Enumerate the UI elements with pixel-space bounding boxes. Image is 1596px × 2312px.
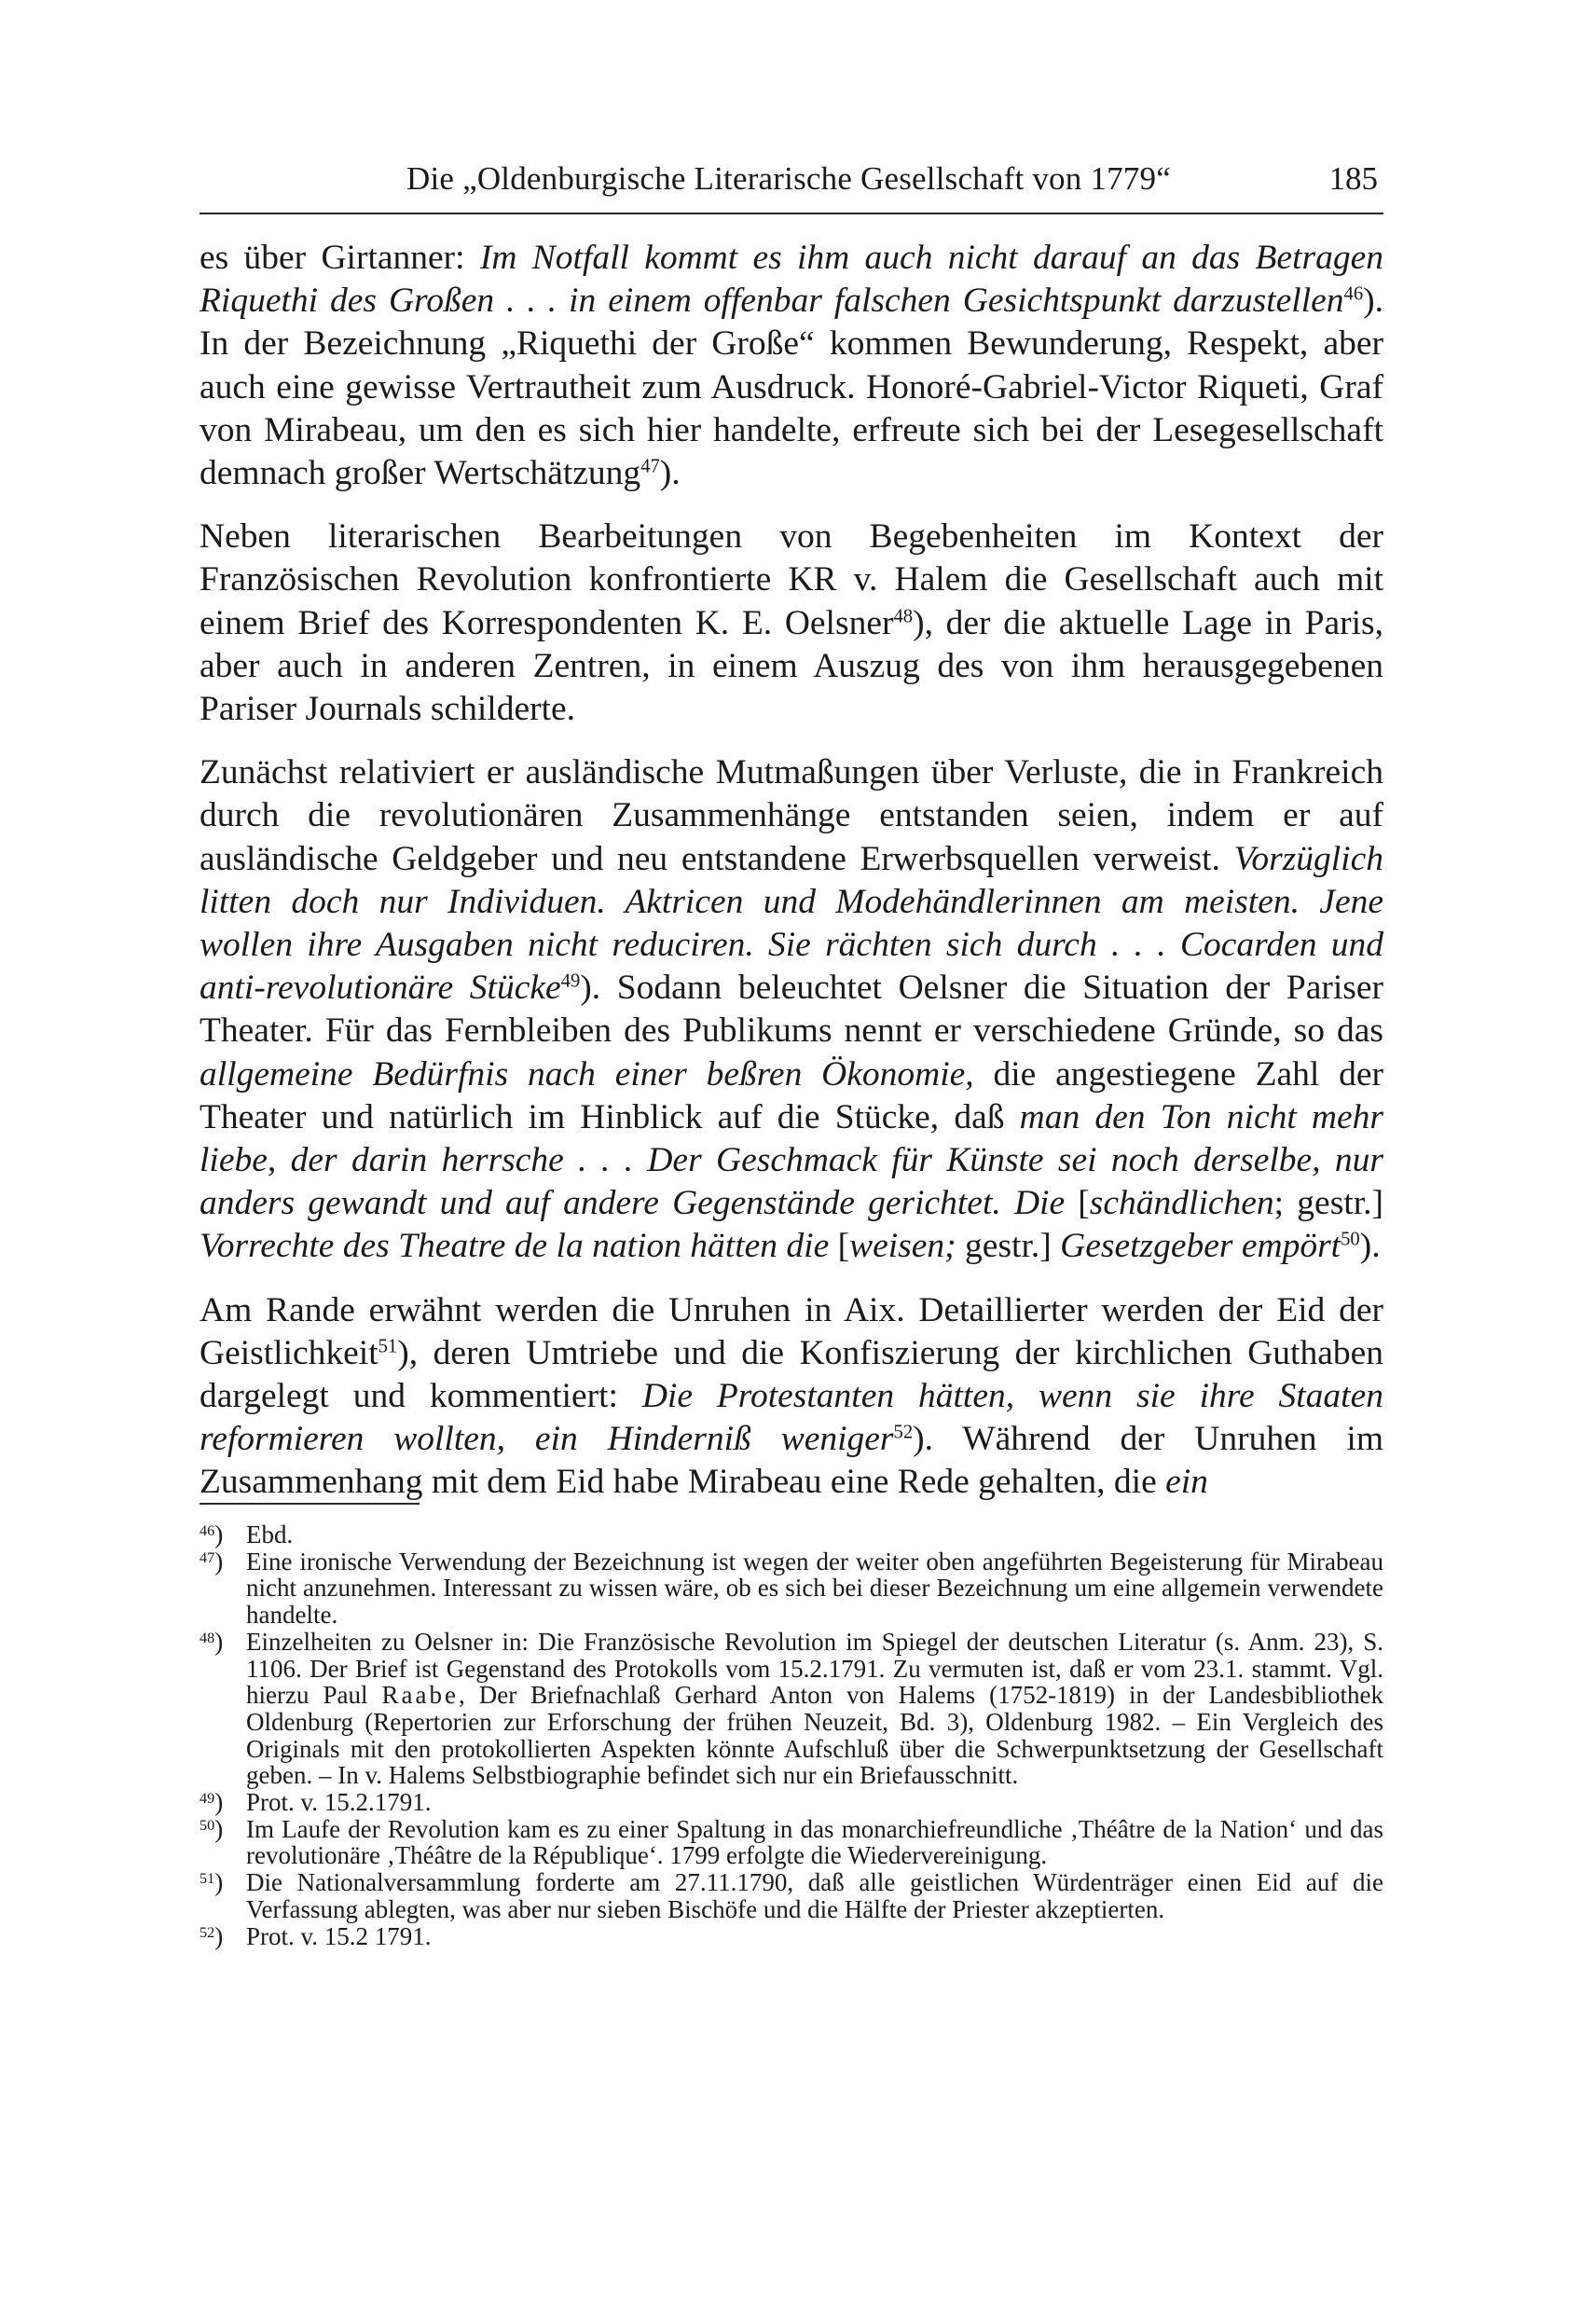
text-run: ), der die aktuelle Lage in Paris, aber auch in anderen Zentren, in einem Auszug des von ihm herausgegebenen Pariser Journals schilderte. xyxy=(200,603,1383,729)
footnote-text: Einzelheiten zu Oelsner in: Die Französische Revolution im Spiegel der deutschen Literatur (s. Anm. 23), S. 1106. Der Brief ist Gegenstand des Protokolls vom 15.2.1791. Zu vermuten ist, daß er vom 23.1. stammt. Vgl. hierzu Paul Raabe, Der Briefnachlaß Gerhard Anton von Halems (1752-1819) in der Landesbibliothek Oldenburg (Repertorien zur Erforschung der frühen Neuzeit, Bd. 3), Oldenburg 1982. – Ein Vergleich des Originals mit den protokollierten Aspekten könnte Aufschluß über die Schwerpunktsetzung der Gesellschaft geben. – In v. Halems Selbstbiographie befindet sich nur ein Briefausschnitt. xyxy=(246,1627,1384,1790)
footnote-marker: $^{51}$) xyxy=(200,1868,224,1897)
quote-run: ein xyxy=(1165,1463,1208,1502)
footnote-marker: $^{50}$) xyxy=(200,1814,224,1843)
footnote-52 xyxy=(200,1923,1383,1950)
footnote-marker: $^{49}$) xyxy=(200,1788,224,1817)
body-text xyxy=(200,237,1383,1525)
text-run: ). Sodann beleuchtet Oelsner die Situation der Pariser Theater. Für das Fernbleiben des Publikums nennt er verschiedene Gründe, so das xyxy=(200,969,1383,1051)
text-run: ), deren Umtriebe und die Konfiszierung der kirchlichen Guthaben dargelegt und kommentiert: xyxy=(200,1333,1383,1416)
footnotes xyxy=(200,1521,1383,1949)
footnote-marker: $^{48}$) xyxy=(200,1627,224,1656)
text-run: ). xyxy=(659,454,681,493)
text-run: ). Während der Unruhen im Zusammenhang mit dem Eid habe Mirabeau eine Rede gehalten, die xyxy=(200,1420,1383,1502)
footnote-ref-46[interactable]: 46 xyxy=(1343,283,1364,305)
footnote-ref-49[interactable]: 49 xyxy=(560,970,581,992)
quote-run: Vorzüglich litten doch nur Individuen. Aktricen und Modehändlerinnen am meisten. Jene wollen ihre Ausgaben nicht reduciren. Sie rächten sich durch . . . Cocarden und anti-revolutionäre Stücke xyxy=(200,839,1383,1008)
quote-run: allgemeine Bedürfnis nach einer beßren Ökonomie, xyxy=(200,1054,974,1094)
text-run: [ xyxy=(829,1227,850,1266)
footnote-50 xyxy=(200,1816,1383,1869)
text-run: ). xyxy=(1359,1227,1381,1266)
footnote-text: Eine ironische Verwendung der Bezeichnung ist wegen der weiter oben angeführten Begeisterung für Mirabeau nicht anzunehmen. Interessant zu wissen wäre, ob es sich bei dieser Bezeichnung um eine allgemein verwendete handelte. xyxy=(246,1547,1383,1630)
footnote-marker: $^{46}$) xyxy=(200,1521,224,1548)
paragraph-3 xyxy=(200,751,1383,1268)
quote-run: man den Ton nicht mehr liebe, der darin herrsche . . . Der Geschmack für Künste sei noch derselbe, nur anders gewandt und auf andere Gegenstände gerichtet. Die xyxy=(200,1097,1383,1223)
quote-run: schändlichen xyxy=(1089,1184,1274,1223)
quote-run: weisen; xyxy=(849,1227,956,1266)
footnote-text: Prot. v. 15.2.1791. xyxy=(246,1788,432,1817)
author-name: Raabe xyxy=(381,1681,459,1710)
footnote-ref-51[interactable]: 51 xyxy=(378,1336,398,1357)
paragraph-4 xyxy=(200,1289,1383,1505)
footnote-ref-52[interactable]: 52 xyxy=(893,1422,914,1443)
text-run: Am Rande erwähnt werden die Unruhen in Aix. Detaillierter werden der Eid der Geistlichkeit xyxy=(200,1290,1383,1372)
running-title: Die „Oldenburgische Literarische Gesellschaft von 1779“ xyxy=(406,160,1171,197)
paragraph-2 xyxy=(200,516,1383,731)
text-run: Zunächst relativiert er ausländische Mutmaßungen über Verluste, die in Frankreich durch die revolutionären Zusammenhänge entstanden seien, indem er auf ausländische Geldgeber und neu entstandene Erwerbsquellen verweist. xyxy=(200,753,1383,878)
footnote-49 xyxy=(200,1789,1383,1816)
text-run: gestr.] xyxy=(956,1227,1061,1266)
quote-run: Gesetzgeber empört xyxy=(1060,1227,1341,1266)
footnote-51 xyxy=(200,1869,1383,1922)
footnote-48 xyxy=(200,1629,1383,1789)
footnote-ref-47[interactable]: 47 xyxy=(640,456,660,477)
text-run: ; gestr.] xyxy=(1273,1184,1383,1223)
footnote-ref-50[interactable]: 50 xyxy=(1341,1230,1360,1251)
footnote-marker: $^{52}$) xyxy=(200,1921,224,1950)
text-run: es über Girtanner: xyxy=(200,239,480,277)
footnote-text: Im Laufe der Revolution kam es zu einer Spaltung in das monarchiefreundliche ‚Théâtre de la Nation‘ und das revolutionäre ‚Théâtre de la République‘. 1799 erfolgte die Wiedervereinigung. xyxy=(246,1814,1383,1870)
footnote-marker: $^{47}$) xyxy=(200,1547,224,1576)
footnote-separator xyxy=(200,1503,420,1505)
footnote-46 xyxy=(200,1521,1383,1548)
text-run: die angestiegene Zahl der Theater und natürlich im Hinblick auf die Stücke, daß xyxy=(200,1054,1383,1136)
quote-run: Vorrechte des Theatre de la nation hätten die xyxy=(200,1227,830,1266)
footnote-47 xyxy=(200,1548,1383,1629)
quote-run: Die Protestanten hätten, wenn sie ihre Staaten reformieren wollten, ein Hinderniß weniger xyxy=(200,1377,1383,1459)
paragraph-1 xyxy=(200,237,1383,495)
text-run: Neben literarischen Bearbeitungen von Begebenheiten im Kontext der Französischen Revolution konfrontierte KR v. Halem die Gesellschaft auch mit einem Brief des Korrespondenten K. E. Oelsner xyxy=(200,517,1383,642)
footnote-text: Die Nationalversammlung forderte am 27.11.1790, daß alle geistlichen Würdenträger einen Eid auf die Verfassung ablegten, was aber nur sieben Bischöfe und die Hälfte der Priester akzeptierten. xyxy=(246,1868,1383,1923)
footnote-text: Ebd. xyxy=(246,1521,294,1548)
text-run: ). In der Bezeichnung „Riquethi der Große“ kommen Bewunderung, Respekt, aber auch eine gewisse Vertrautheit zum Ausdruck. Honoré-Gabriel-Victor Riqueti, Graf von Mirabeau, um den es sich hier handelte, erfreute sich bei der Lesegesellschaft demnach großer Wertschätzung xyxy=(200,282,1383,493)
footnote-text: Prot. v. 15.2 1791. xyxy=(246,1921,432,1950)
footnote-ref-48[interactable]: 48 xyxy=(893,606,914,627)
quote-run: Im Notfall kommt es ihm auch nicht darauf an das Betragen Riquethi des Großen . . . in einem offenbar falschen Gesichtspunkt darzustellen xyxy=(200,239,1383,321)
page-number: 185 xyxy=(1328,160,1378,197)
running-head xyxy=(200,157,1383,214)
text-run: [ xyxy=(1065,1184,1090,1223)
